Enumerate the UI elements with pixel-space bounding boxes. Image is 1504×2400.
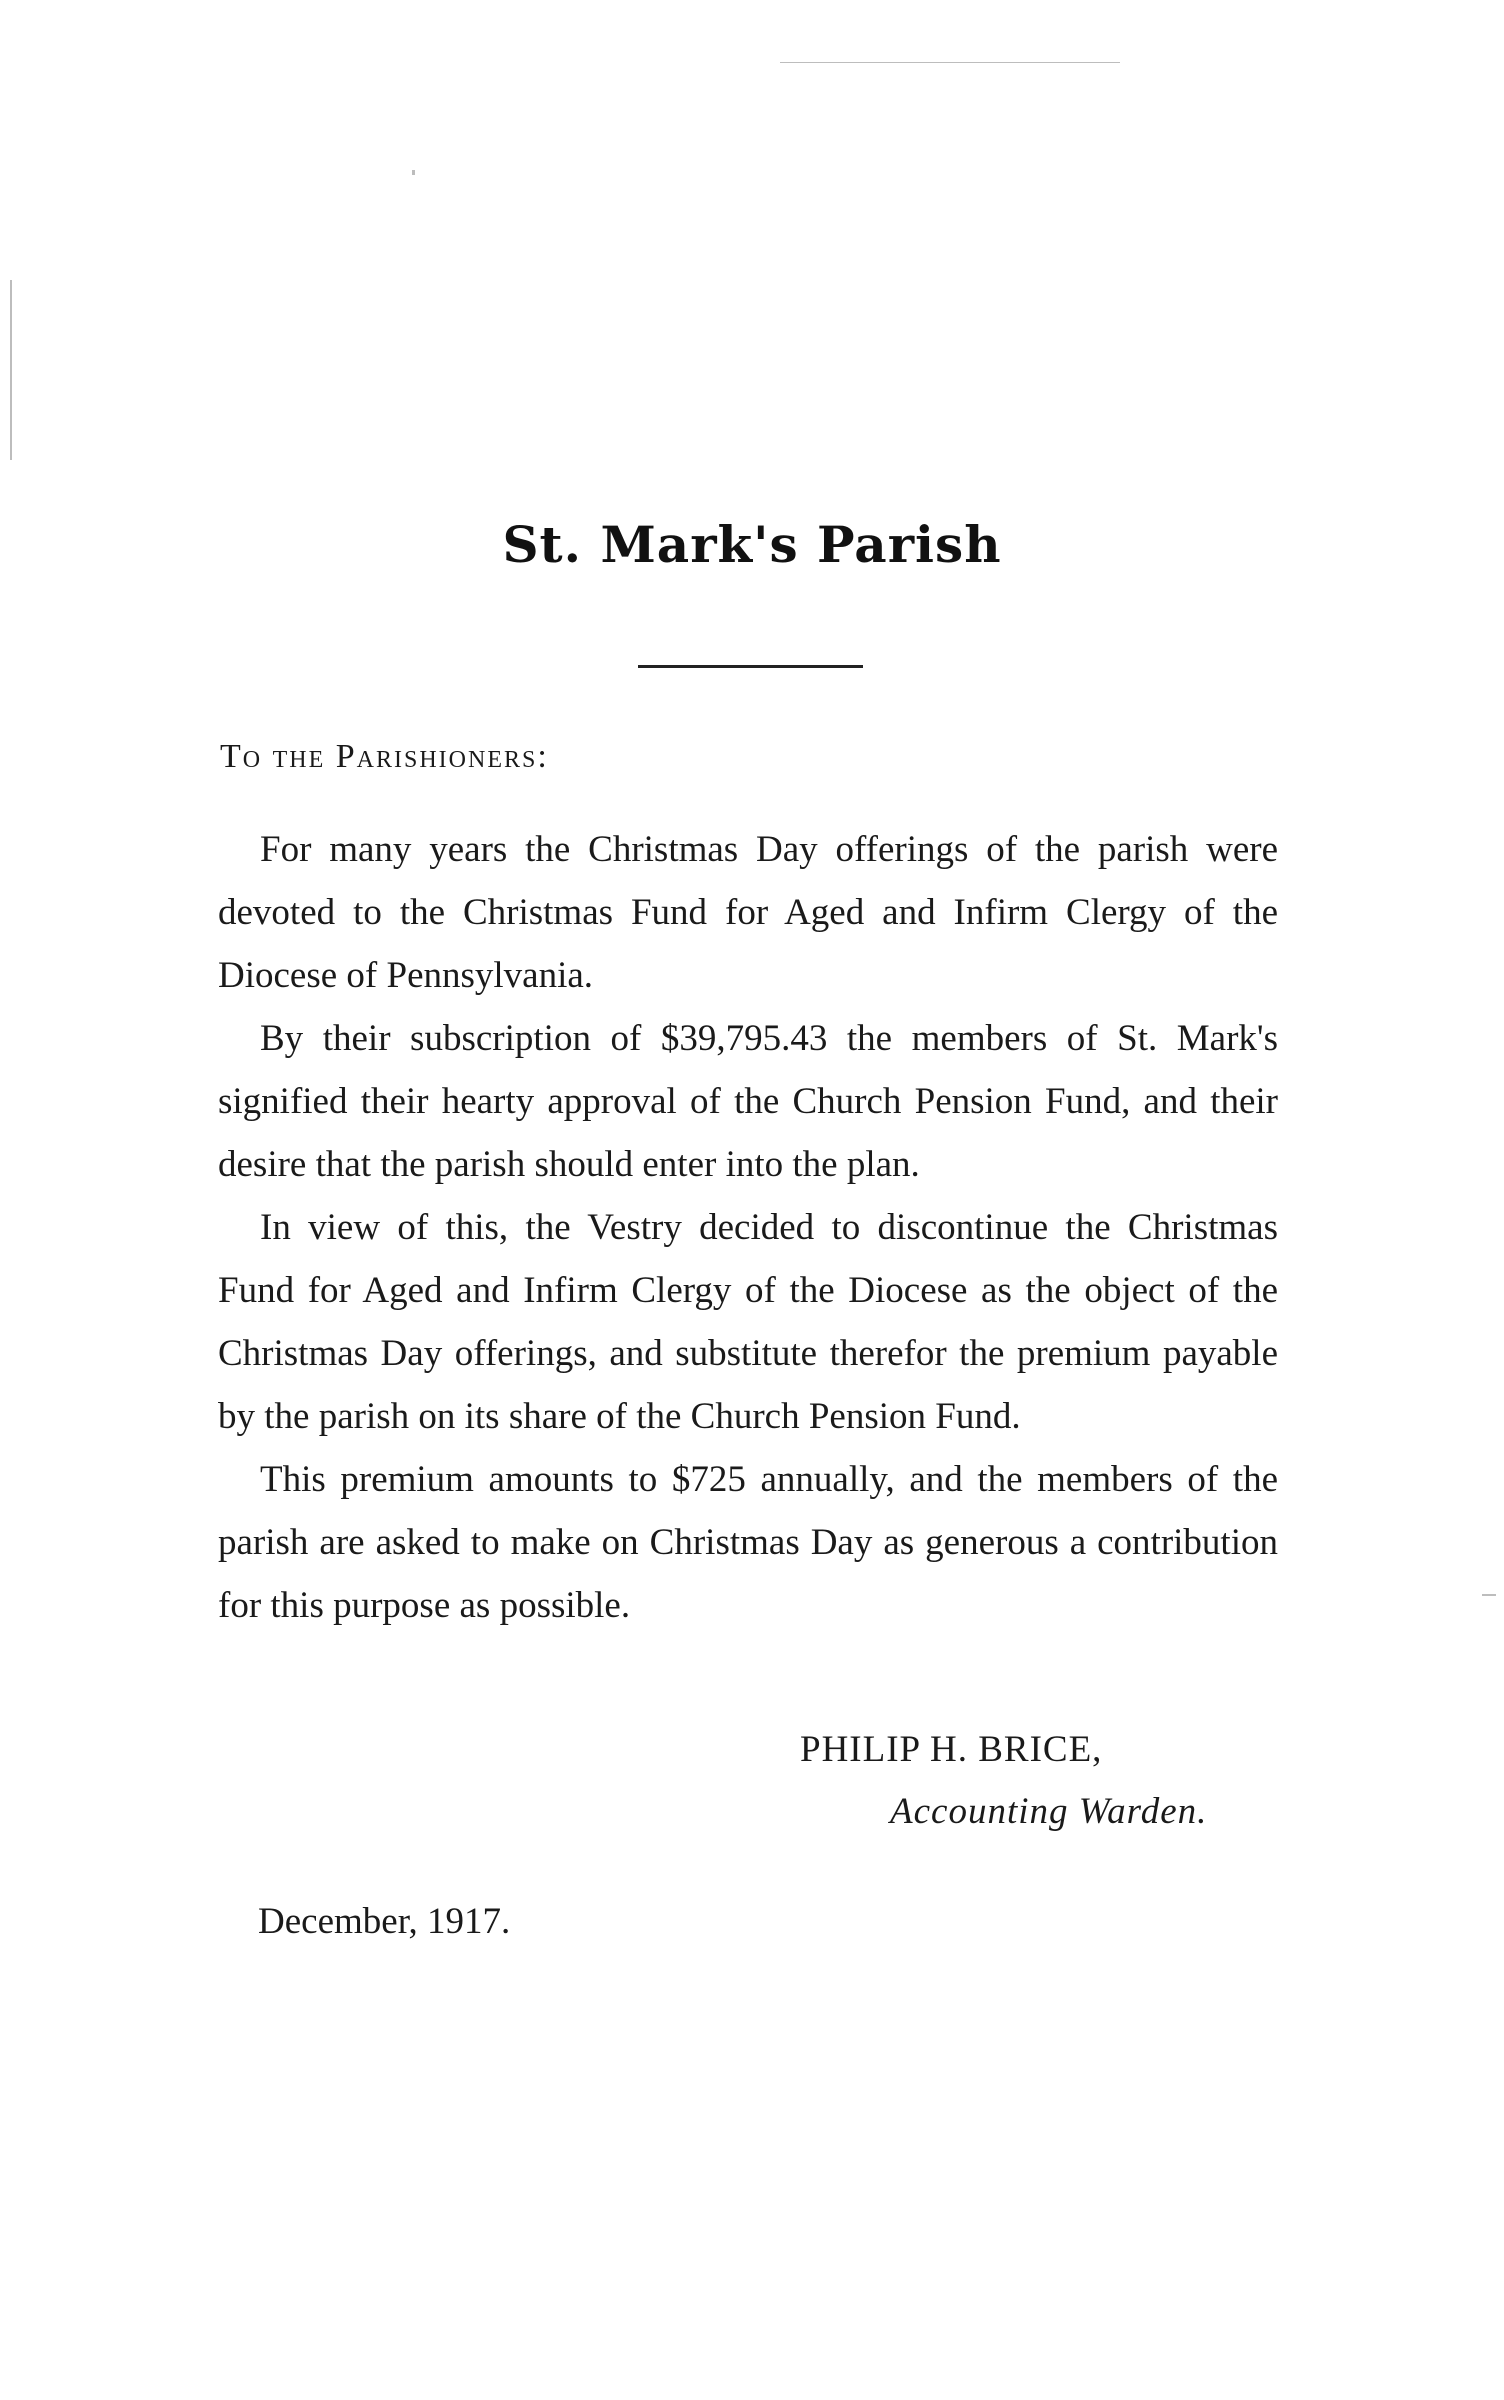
paragraph-4: This premium amounts to $725 annually, and the members of the parish are asked to make on Christmas Day as generous a contribution for this purpose as possible. — [218, 1459, 1278, 1626]
letter-body — [218, 818, 1278, 1637]
title-divider — [638, 665, 863, 668]
paper-speck — [10, 280, 12, 460]
signature-name: PHILIP H. BRICE, — [800, 1729, 1103, 1770]
paper-speck — [412, 170, 415, 175]
paragraph-1: For many years the Christmas Day offerings of the parish were devoted to the Christmas Fund for Aged and Infirm Clergy of the Diocese of Pennsylvania. — [218, 829, 1278, 996]
page-title: St. Mark's Parish — [502, 515, 1002, 574]
paragraph-3: In view of this, the Vestry decided to discontinue the Christmas Fund for Aged and Infirm Clergy of the Diocese as the object of the Christmas Day offerings, and substitute therefor the premium payable by the parish on its share of the Church Pension Fund. — [218, 1207, 1278, 1437]
paragraph-2: By their subscription of $39,795.43 the members of St. Mark's signified their hearty approval of the Church Pension Fund, and their desire that the parish should enter into the plan. — [218, 1018, 1278, 1185]
paper-speck — [780, 62, 1120, 63]
signature-title: Accounting Warden. — [890, 1791, 1208, 1832]
paper-speck — [1482, 1594, 1496, 1596]
salutation: To the Parishioners: — [220, 738, 549, 775]
letter-date: December, 1917. — [258, 1901, 511, 1942]
